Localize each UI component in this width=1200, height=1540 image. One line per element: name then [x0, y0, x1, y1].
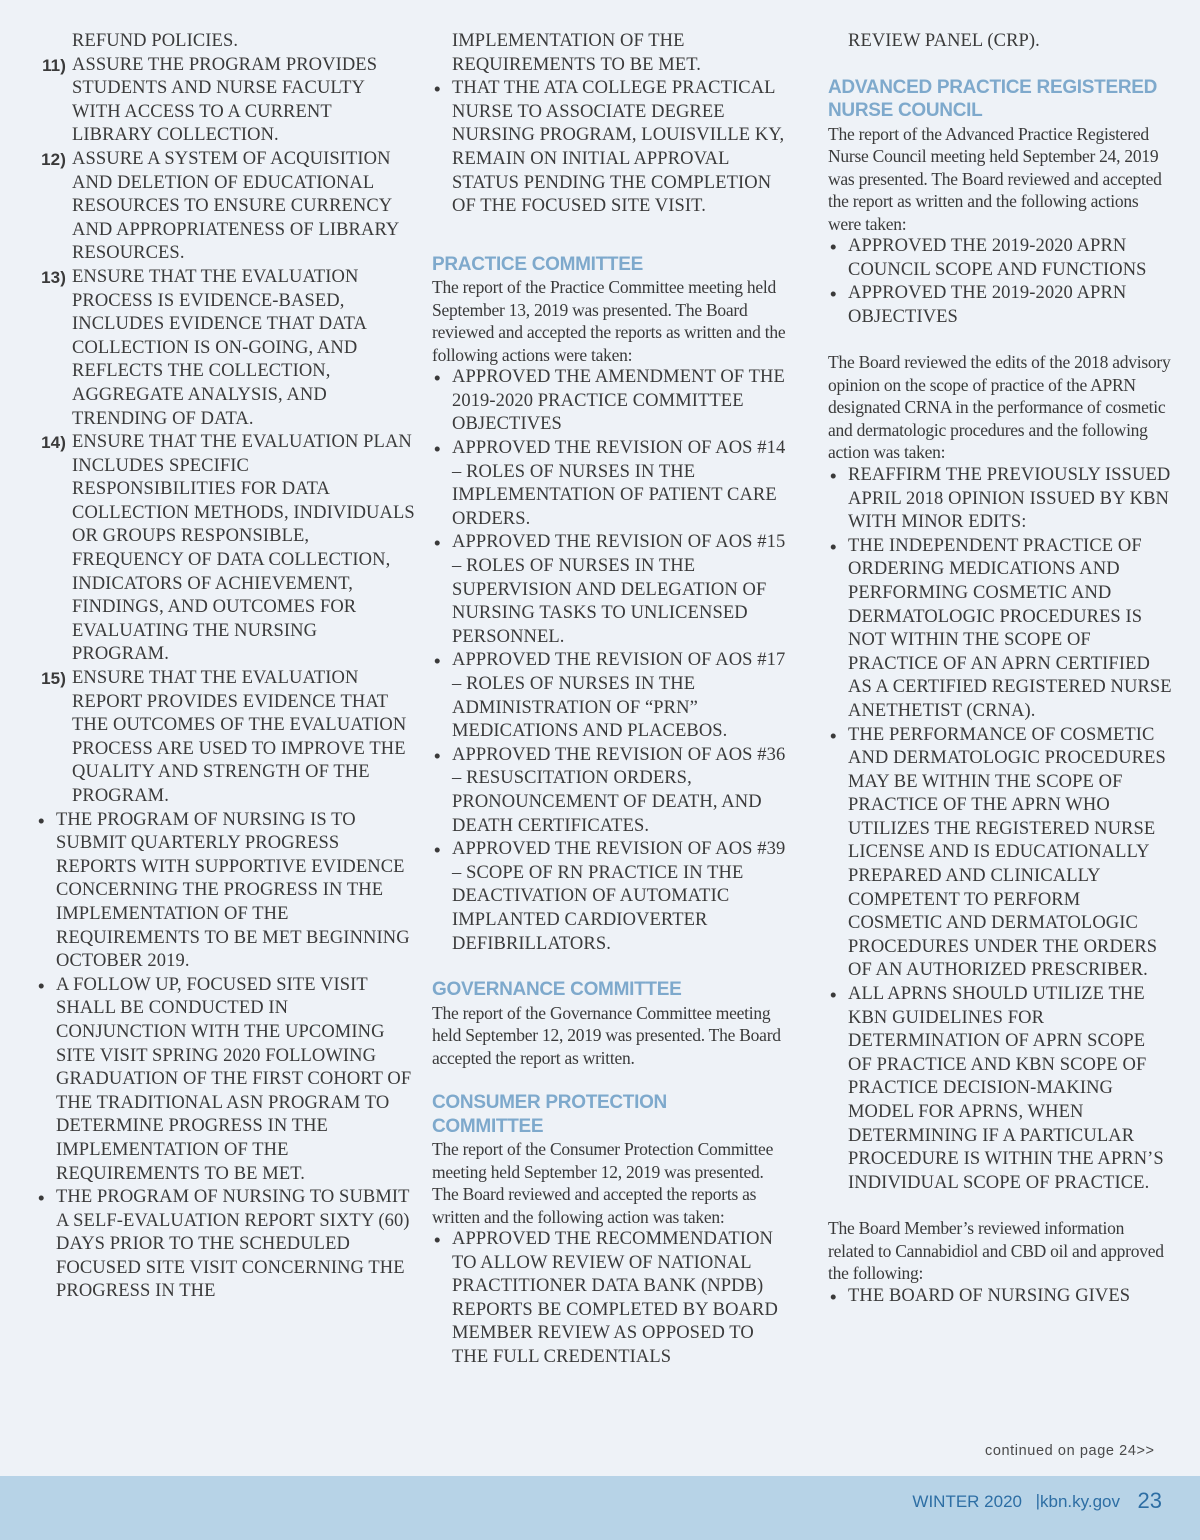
list-item: • APPROVED THE 2019-2020 APRN COUNCIL SCOPE AND FUNCTIONS: [828, 235, 1173, 282]
section-paragraph: The Board Member’s reviewed information related to Cannabidiol and CBD oil and approved the following:: [828, 1218, 1164, 1284]
list-item: • REAFFIRM THE PREVIOUSLY ISSUED APRIL 2018 OPINION ISSUED BY KBN WITH MINOR EDITS:: [828, 464, 1173, 535]
list-item: • THE PROGRAM OF NURSING TO SUBMIT A SELF-EVALUATION REPORT SIXTY (60) DAYS PRIOR TO THE SCHEDULED FOCUSED SITE VISIT CONCERNING THE PROGRESS IN THE: [36, 1186, 416, 1304]
footer-separator: |: [1035, 1491, 1040, 1510]
list-item: • THE PROGRAM OF NURSING IS TO SUBMIT QUARTERLY PROGRESS REPORTS WITH SUPPORTIVE EVIDENCE CONCERNING THE PROGRESS IN THE IMPLEMENTATION OF THE REQUIREMENTS TO BE MET BEGINNING OCTOBER 2019.: [36, 809, 416, 974]
section-paragraph: The report of the Practice Committee meeting held September 13, 2019 was presented. The Board reviewed and accepted the reports as written and the following actions were taken:: [432, 277, 786, 365]
column-right: [828, 30, 1173, 1308]
bullet-list: [432, 366, 792, 956]
section-heading-consumer-protection: CONSUMER PROTECTION COMMITTEE: [432, 1092, 667, 1137]
bullet-list: [828, 1285, 1173, 1309]
bullet-list: [36, 809, 416, 1304]
numbered-list: [36, 54, 416, 809]
page-footer: [0, 1476, 1200, 1540]
list-item: • APPROVED THE REVISION OF AOS #15 – ROLES OF NURSES IN THE SUPERVISION AND DELEGATION OF NURSING TASKS TO UNLICENSED PERSONNEL.: [432, 531, 792, 649]
column-left: [36, 30, 416, 1304]
section-heading-governance: GOVERNANCE COMMITTEE: [432, 979, 682, 1001]
issue-label: WINTER 2020: [912, 1492, 1022, 1511]
list-item: • THAT THE ATA COLLEGE PRACTICAL NURSE TO ASSOCIATE DEGREE NURSING PROGRAM, LOUISVILLE KY, REMAIN ON INITIAL APPROVAL STATUS PENDING THE COMPLETION OF THE FOCUSED SITE VISIT.: [432, 77, 792, 219]
list-item: • THE BOARD OF NURSING GIVES: [828, 1285, 1173, 1309]
bullet-list: [432, 1228, 792, 1370]
bullet-list: [432, 77, 792, 219]
section-paragraph: The report of the Consumer Protection Committee meeting held September 12, 2019 was presented. The Board reviewed and accepted the reports as written and the following action was taken:: [432, 1139, 774, 1227]
bullet-list: [828, 464, 1173, 1195]
bullet-list: [828, 235, 1173, 329]
section-paragraph: The report of the Advanced Practice Registered Nurse Council meeting held September 24, 2019 was presented. The Board reviewed and accepted the report as written and the following actions were taken:: [828, 123, 1162, 234]
list-item: • APPROVED THE REVISION OF AOS #39 – SCOPE OF RN PRACTICE IN THE DEACTIVATION OF AUTOMATIC IMPLANTED CARDIOVERTER DEFIBRILLATORS.: [432, 838, 792, 956]
section-paragraph: The report of the Governance Committee meeting held September 12, 2019 was presented. The Board accepted the report as written.: [432, 1002, 781, 1068]
page-number: 23: [1137, 1488, 1162, 1513]
continued-on-note: continued on page 24>>: [985, 1443, 1155, 1459]
list-item: • APPROVED THE REVISION OF AOS #36 – RESUSCITATION ORDERS, PRONOUNCEMENT OF DEATH, AND DEATH CERTIFICATES.: [432, 744, 792, 838]
list-item: • APPROVED THE AMENDMENT OF THE 2019-2020 PRACTICE COMMITTEE OBJECTIVES: [432, 366, 792, 437]
continued-text: REFUND POLICIES.: [72, 31, 239, 51]
list-item: 15) ENSURE THAT THE EVALUATION REPORT PROVIDES EVIDENCE THAT THE OUTCOMES OF THE EVALUATION PROCESS ARE USED TO IMPROVE THE QUALITY AND STRENGTH OF THE PROGRAM.: [41, 668, 407, 806]
list-item: • APPROVED THE RECOMMENDATION TO ALLOW REVIEW OF NATIONAL PRACTITIONER DATA BANK (NPDB) REPORTS BE COMPLETED BY BOARD MEMBER REVIEW AS OPPOSED TO THE FULL CREDENTIALS: [432, 1228, 792, 1370]
list-item: 12) ASSURE A SYSTEM OF ACQUISITION AND DELETION OF EDUCATIONAL RESOURCES TO ENSURE CURRENCY AND APPROPRIATENESS OF LIBRARY RESOURCES.: [41, 148, 399, 264]
continued-text: REVIEW PANEL (CRP).: [848, 31, 1040, 51]
list-item: • ALL APRNS SHOULD UTILIZE THE KBN GUIDELINES FOR DETERMINATION OF APRN SCOPE OF PRACTICE AND KBN SCOPE OF PRACTICE DECISION-MAKING MODEL FOR APRNS, WHEN DETERMINING IF A PARTICULAR PROCEDURE IS WITHIN THE APRN’S INDIVIDUAL SCOPE OF PRACTICE.: [828, 983, 1173, 1195]
list-item: 13) ENSURE THAT THE EVALUATION PROCESS IS EVIDENCE-BASED, INCLUDES EVIDENCE THAT DATA COLLECTION IS ON-GOING, AND REFLECTS THE COLLECTION, AGGREGATE ANALYSIS, AND TRENDING OF DATA.: [41, 266, 366, 429]
list-item: • APPROVED THE REVISION OF AOS #14 – ROLES OF NURSES IN THE IMPLEMENTATION OF PATIENT CARE ORDERS.: [432, 437, 792, 531]
list-item: 11) ASSURE THE PROGRAM PROVIDES STUDENTS AND NURSE FACULTY WITH ACCESS TO A CURRENT LIBRARY COLLECTION.: [42, 54, 378, 146]
website-link[interactable]: kbn.ky.gov: [1039, 1492, 1120, 1511]
list-item: • APPROVED THE REVISION OF AOS #17 – ROLES OF NURSES IN THE ADMINISTRATION OF “PRN” MEDICATIONS AND PLACEBOS.: [432, 649, 792, 743]
list-item: • THE INDEPENDENT PRACTICE OF ORDERING MEDICATIONS AND PERFORMING COSMETIC AND DERMATOLOGIC PROCEDURES IS NOT WITHIN THE SCOPE OF PRACTICE OF AN APRN CERTIFIED AS A CERTIFIED REGISTERED NURSE ANETHETIST (CRNA).: [828, 535, 1173, 724]
list-item: • THE PERFORMANCE OF COSMETIC AND DERMATOLOGIC PROCEDURES MAY BE WITHIN THE SCOPE OF PRACTICE OF THE APRN WHO UTILIZES THE REGISTERED NURSE LICENSE AND IS EDUCATIONALLY PREPARED AND CLINICALLY COMPETENT TO PERFORM COSMETIC AND DERMATOLOGIC PROCEDURES UNDER THE ORDERS OF AN AUTHORIZED PRESCRIBER.: [828, 724, 1173, 984]
section-paragraph: The Board reviewed the edits of the 2018 advisory opinion on the scope of practice of the APRN designated CRNA in the performance of cosmetic and dermatologic procedures and the following action was taken:: [828, 352, 1171, 463]
list-item: • A FOLLOW UP, FOCUSED SITE VISIT SHALL BE CONDUCTED IN CONJUNCTION WITH THE UPCOMING SITE VISIT SPRING 2020 FOLLOWING GRADUATION OF THE FIRST COHORT OF THE TRADITIONAL ASN PROGRAM TO DETERMINE PROGRESS IN THE IMPLEMENTATION OF THE REQUIREMENTS TO BE MET.: [36, 974, 416, 1186]
section-heading-aprn-council: ADVANCED PRACTICE REGISTERED NURSE COUNCIL: [828, 76, 1158, 122]
column-middle: [432, 30, 792, 1370]
section-heading-practice: PRACTICE COMMITTEE: [432, 253, 643, 275]
list-item: • APPROVED THE 2019-2020 APRN OBJECTIVES: [828, 282, 1173, 329]
list-item: 14) ENSURE THAT THE EVALUATION PLAN INCLUDES SPECIFIC RESPONSIBILITIES FOR DATA COLLECTION METHODS, INDIVIDUALS OR GROUPS RESPONSIBLE, FREQUENCY OF DATA COLLECTION, INDICATORS OF ACHIEVEMENT, FINDINGS, AND OUTCOMES FOR EVALUATING THE NURSING PROGRAM.: [41, 432, 415, 665]
continued-text: IMPLEMENTATION OF THE REQUIREMENTS TO BE MET.: [452, 31, 701, 75]
